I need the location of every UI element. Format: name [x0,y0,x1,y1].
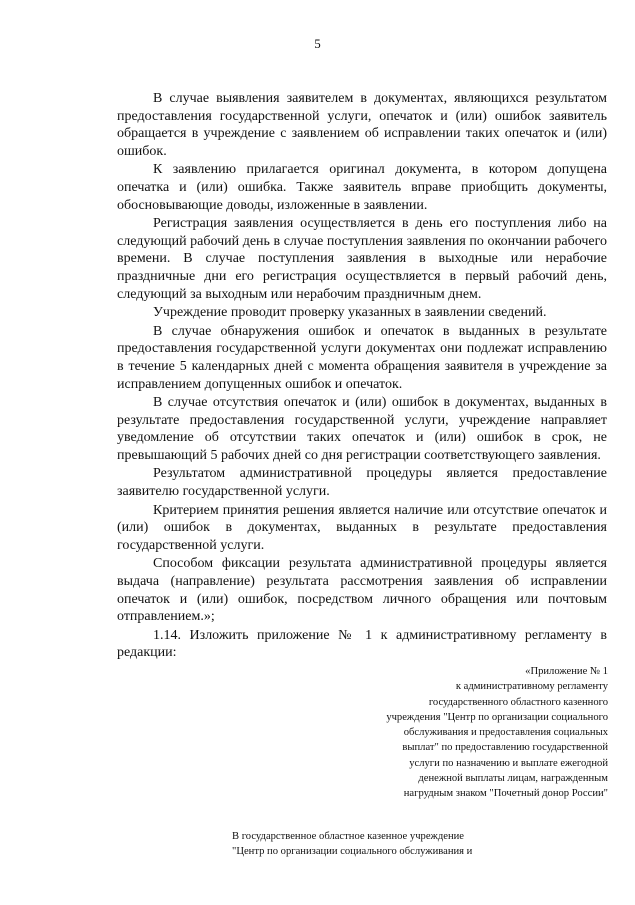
appendix-line: «Приложение № 1 [525,666,608,677]
paragraph: В случае выявления заявителем в документах, являющихся результатом предоставления государственной услуги, опечаток и (или) ошибок заявитель обращается в учреждение с заявлением об исправлении таких опечаток и (или) ошибок. [117,91,607,159]
paragraph: Способом фиксации результата административной процедуры является выдача (направление) результата рассмотрения заявления об исправлении опечаток и (или) ошибок, посредством личного обращения или почтовым отправлением.»; [117,556,607,625]
addressee-line: "Центр по организации социального обслуживания и [232,846,473,858]
body-text [117,90,607,662]
appendix-line: выплат" по предоставлению государственной [402,742,608,754]
appendix-line: обслуживания и предоставления социальных [403,727,608,739]
paragraph: Регистрация заявления осуществляется в день его поступления либо на следующий рабочий день в случае поступления заявления по окончании рабочего времени. В случае поступления заявления в выходные или нерабочие праздничные дни его регистрация осуществляется в первый рабочий день, следующий за выходным или нерабочим праздничным днем. [117,216,607,302]
appendix-line: к административному регламенту [455,681,608,693]
paragraph: Учреждение проводит проверку указанных в заявлении сведений. [153,305,547,321]
appendix-line: государственного областного казенного [428,696,608,708]
addressee-line: В государственное областное казенное учреждение [232,831,464,842]
paragraph: Результатом административной процедуры является предоставление заявителю государственной услуги. [117,466,607,500]
paragraph: В случае обнаружения ошибок и опечаток в выданных в результате предоставления государственной услуги документах они подлежат исправлению в течение 5 календарных дней с момента обращения заявителя в учреждение за исправлением допущенных ошибок и опечаток. [117,323,607,392]
paragraph: К заявлению прилагается оригинал документа, в котором допущена опечатка и (или) ошибка. Также заявитель вправе приобщить документы, обосновывающие доводы, изложенные в заявлении. [117,162,607,213]
paragraph: 1.14. Изложить приложение № 1 к административному регламенту в редакции: [117,627,607,661]
appendix-line: услуги по назначению и выплате ежегодной [409,757,608,769]
appendix-line: нагрудным знаком "Почетный донор России" [403,788,608,800]
appendix-header [348,664,608,802]
appendix-line: учреждения "Центр по организации социального [386,711,608,723]
page-number: 5 [314,36,321,51]
paragraph: В случае отсутствия опечаток и (или) ошибок в документах, выданных в результате предоставления государственной услуги, учреждение направляет уведомление об отсутствии таких опечаток и (или) ошибок в срок, не превышающий 5 рабочих дней со дня регистрации соответствующего заявления. [117,395,607,463]
appendix-line: денежной выплаты лицам, награжденным [418,773,608,785]
addressee-block [232,829,532,860]
paragraph: Критерием принятия решения является наличие или отсутствие опечаток и (или) ошибок в документах, выданных в результате предоставления государственной услуги. [117,502,607,553]
